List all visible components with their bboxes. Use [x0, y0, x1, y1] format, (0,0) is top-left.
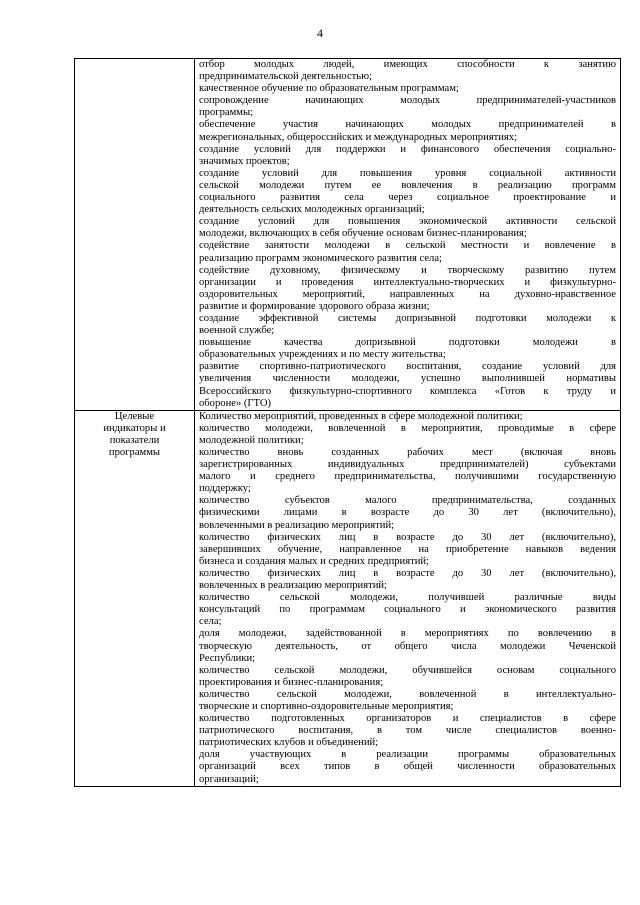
row-label-line: Целевые [114, 410, 155, 422]
content-line: Количество мероприятий, проведенных в сфере молодежной политики; [199, 410, 523, 422]
content-line: бизнеса и создания малых и средних предприятий; [199, 555, 429, 567]
table-row [75, 410, 621, 786]
content-line: предпринимательской деятельностью; [199, 71, 372, 83]
content-line: развитие спортивно-патриотического воспитания, создание условий для [199, 361, 616, 373]
row-label-cell [75, 59, 195, 411]
content-line: села; [199, 616, 222, 628]
content-line: создание условий для поддержки и финансового обеспечения социально- [199, 143, 616, 155]
content-line: организаций; [199, 773, 259, 785]
content-line: отбор молодых людей, имеющих способности к занятию [199, 59, 616, 70]
content-line: межрегиональных, общероссийских и международных мероприятиях; [199, 131, 518, 143]
row-label-line: индикаторы и [103, 422, 166, 434]
content-line: значимых проектов; [199, 155, 290, 167]
content-line: количество сельской молодежи, обучившейся основам социального [199, 664, 616, 676]
content-line: поддержку; [199, 483, 251, 495]
content-line: организаций всех типов в общей численности образовательных [199, 761, 616, 773]
row-content-cell [195, 59, 621, 411]
row-label-line: показатели [109, 434, 160, 446]
content-line: сельской молодежи путем ее вовлечения в реализацию программ [199, 179, 616, 191]
content-line: доля молодежи, задействованной в мероприятиях по вовлечению в [199, 628, 616, 640]
content-line: оздоровительных мероприятий, направленных на духовно-нравственное [199, 288, 616, 300]
content-line: реализацию программ экономического развития села; [199, 252, 442, 264]
content-line: повышение качества допризывной подготовки молодежи в [199, 337, 616, 349]
content-line: количество физических лиц в возрасте до 30 лет (включительно), [199, 531, 616, 543]
content-line: количество сельской молодежи, получившей различные виды [199, 592, 616, 604]
content-line: развитие и формирование здорового образа жизни; [199, 300, 430, 312]
content-line: молодежной политики; [199, 434, 304, 446]
content-line: создание условий для повышения уровня социальной активности [199, 167, 616, 179]
content-line: консультаций по программам социального и экономического развития [199, 604, 616, 616]
content-line: военной службе; [199, 325, 275, 337]
row-content-cell [195, 410, 621, 786]
content-line: обороне» (ГТО) [199, 397, 272, 409]
content-line: вовлеченными в реализацию мероприятий; [199, 519, 395, 531]
content-line: содействие духовному, физическому и творческому развитию путем [199, 264, 616, 276]
content-line: количество сельской молодежи, вовлеченной в интеллектуально- [199, 688, 616, 700]
content-line: количество субъектов малого предпринимательства, созданных [199, 495, 616, 507]
program-table-body [75, 59, 621, 787]
content-line: организации и проведения интеллектуально-творческих и физкультурно- [199, 276, 616, 288]
content-line: количество физических лиц в возрасте до 30 лет (включительно), [199, 567, 616, 579]
content-line: создание эффективной системы допризывной подготовки молодежи к [199, 312, 616, 324]
content-line: завершивших обучение, направленное на приобретение навыков ведения [199, 543, 616, 555]
content-line: количество вновь созданных рабочих мест (включая вновь [199, 447, 616, 458]
content-line: творческие и спортивно-оздоровительные мероприятия; [199, 700, 454, 712]
content-line: образовательных учреждениях и по месту жительства; [199, 349, 446, 361]
content-line: доля участвующих в реализации программы образовательных [199, 749, 616, 761]
content-line: деятельность сельских молодежных организаций; [199, 204, 425, 216]
content-line: физическими лицами в возрасте до 30 лет (включительно), [199, 507, 616, 519]
content-line: сопровождение начинающих молодых предпринимателей-участников [199, 95, 616, 107]
content-line: Республики; [199, 652, 256, 664]
content-line: проектирования и бизнес-планирования; [199, 676, 384, 688]
content-line: содействие занятости молодежи в сельской местности и вовлечение в [199, 240, 616, 252]
content-line: зарегистрированных индивидуальных предпринимателей) субъектами [199, 459, 616, 471]
row-label-line: программы [108, 447, 161, 458]
content-line: обеспечение участия начинающих молодых предпринимателей в [199, 119, 616, 131]
content-line: качественное обучение по образовательным программам; [199, 83, 459, 95]
content-line: вовлеченных в реализацию мероприятий; [199, 580, 387, 592]
content-line: количество молодежи, вовлеченной в мероприятия, проводимые в сфере [199, 422, 616, 434]
program-table [74, 58, 621, 787]
content-line: программы; [199, 107, 254, 119]
content-line: увеличения численности молодежи, успешно выполнившей нормативы [199, 373, 616, 385]
content-line: Всероссийского физкультурно-спортивного комплекса «Готов к труду и [199, 385, 616, 397]
content-line: патриотических клубов и объединений; [199, 737, 379, 749]
content-line: патриотического воспитания, в том числе специалистов военно- [199, 725, 616, 737]
content-line: социального развития села через социальное проектирование и [199, 192, 616, 204]
page-number: 4 [317, 26, 323, 40]
content-line: количество подготовленных организаторов и специалистов в сфере [199, 713, 616, 725]
row-label-cell [75, 410, 195, 786]
content-line: молодежи, включающих в себя обучение основам бизнес-планирования; [199, 228, 527, 240]
content-line: малого и среднего предпринимательства, получившими государственную [199, 471, 616, 483]
table-row [75, 59, 621, 411]
content-line: творческую деятельность, от общего числа молодежи Чеченской [199, 640, 616, 652]
content-line: создание условий для повышения экономической активности сельской [199, 216, 616, 228]
